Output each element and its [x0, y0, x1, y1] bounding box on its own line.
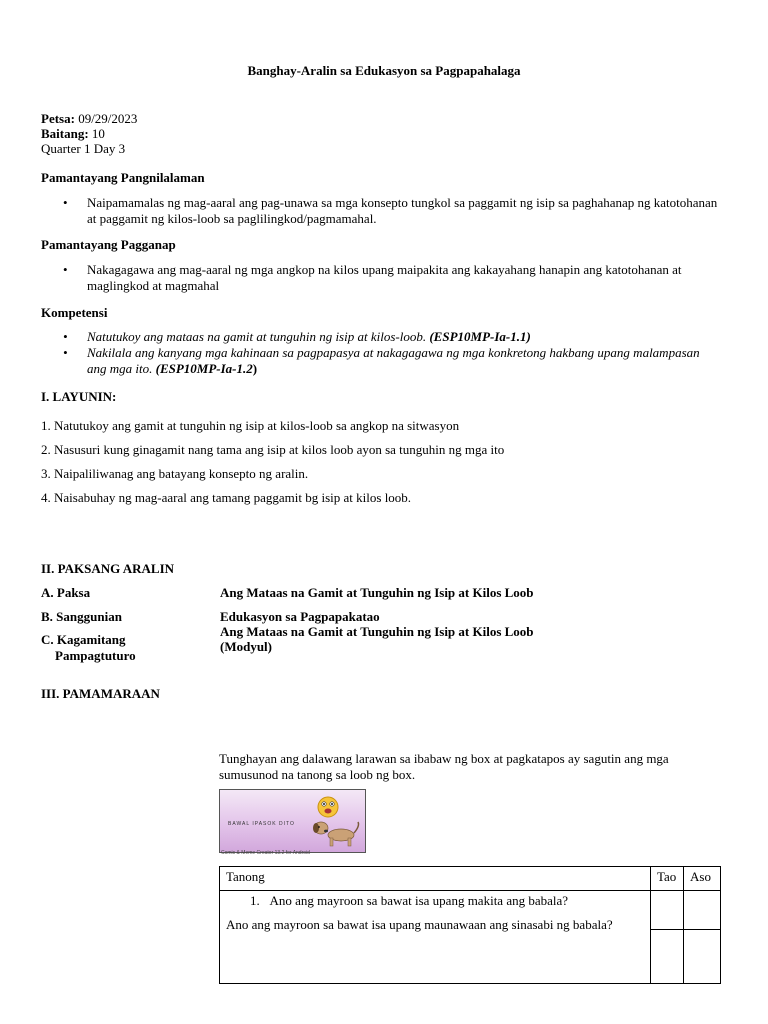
aso-answer-cell[interactable]	[684, 891, 721, 930]
petsa-value: 09/29/2023	[78, 111, 138, 126]
header-aso: Aso	[684, 867, 721, 891]
petsa-line: Petsa: 09/29/2023	[41, 111, 138, 126]
sanggunian-label: B. Sanggunian	[41, 609, 122, 624]
baitang-value: 10	[91, 126, 105, 141]
paksa-label: A. Paksa	[41, 585, 91, 600]
kagamitan-label-2: Pampagtuturo	[55, 648, 136, 663]
tao-answer-cell[interactable]	[651, 891, 684, 930]
tao-answer-cell[interactable]	[651, 930, 684, 984]
quarter-line: Quarter 1 Day 3	[41, 141, 126, 156]
objective-item: 4. Naisabuhay ng mag-aaral ang tamang paggamit bg isip at kilos loob.	[41, 490, 412, 505]
list-item: • Naipamamalas ng mag-aaral ang pag-unawa sa mga konsepto tungkol sa paggamit ng isip sa paghahanap ng katotohanan at paggamit ng kilos-loob sa paglilingkod/pagmamahal.	[41, 195, 721, 227]
pagganap-heading: Pamantayang Pagganap	[41, 237, 176, 252]
kagamitan-value-2: (Modyul)	[220, 639, 272, 654]
dog-icon	[313, 822, 359, 846]
paksa-value: Ang Mataas na Gamit at Tunguhin ng Isip at Kilos Loob	[220, 585, 534, 600]
question-1: 1. Ano ang mayroon sa bawat isa upang makita ang babala?	[250, 893, 569, 908]
kagamitan-label-1: C. Kagamitang	[41, 632, 126, 647]
emoji-dog-illustration	[220, 790, 365, 852]
face-emoji-icon	[318, 797, 338, 817]
questions-cell	[220, 891, 651, 984]
kompetensi-heading: Kompetensi	[41, 305, 108, 320]
objective-item: 3. Naipaliliwanag ang batayang konsepto ng aralin.	[41, 466, 309, 481]
instruction-text: Tunghayan ang dalawang larawan sa ibabaw ng box at pagkatapos ay sagutin ang mga sumusunod na tanong sa loob ng box.	[219, 751, 669, 782]
pangnilalaman-heading: Pamantayang Pangnilalaman	[41, 170, 205, 185]
pagganap-list	[41, 262, 721, 294]
table-row	[220, 891, 721, 930]
objective-item: 1. Natutukoy ang gamit at tunguhin ng isip at kilos-loob sa angkop na sitwasyon	[41, 418, 460, 433]
kompetensi-list	[41, 329, 721, 377]
image-caption: Comic & Meme Creator 13.2 for Android	[221, 850, 310, 856]
header-tao: Tao	[651, 867, 684, 891]
list-item: • Nakilala ang kanyang mga kahinaan sa pagpapasya at nakagagawa ng mga konkretong hakbang upang malampasan ang mga ito. (ESP10MP-Ia-1.2)	[41, 345, 721, 377]
baitang-line: Baitang: 10	[41, 126, 105, 141]
document-title: Banghay-Aralin sa Edukasyon sa Pagpapahalaga	[247, 63, 521, 78]
objective-item: 2. Nasusuri kung ginagamit nang tama ang isip at kilos loob ayon sa tunguhin ng mga ito	[41, 442, 505, 457]
list-item: • Natutukoy ang mataas na gamit at tunguhin ng isip at kilos-loob. (ESP10MP-Ia-1.1)	[41, 329, 721, 345]
layunin-heading: I. LAYUNIN:	[41, 389, 117, 404]
sign-text: BAWAL IPASOK DITO	[228, 821, 295, 827]
kagamitan-value-1: Ang Mataas na Gamit at Tunguhin ng Isip at Kilos Loob	[220, 624, 534, 639]
sanggunian-value: Edukasyon sa Pagpapakatao	[220, 609, 380, 624]
question-table	[219, 866, 721, 984]
aso-answer-cell[interactable]	[684, 930, 721, 984]
competency-code: (ESP10MP-Ia-1.2	[155, 361, 253, 376]
competency-code: (ESP10MP-Ia-1.1)	[429, 329, 531, 344]
paksang-aralin-heading: II. PAKSANG ARALIN	[41, 561, 175, 576]
pangnilalaman-list	[41, 195, 721, 227]
warning-sign-image	[219, 789, 366, 853]
lesson-meta	[41, 111, 137, 156]
list-item: • Nakagagawa ang mag-aaral ng mga angkop na kilos upang maipakita ang kakayahang hanapin ang katotohanan at maglingkod at magmahal	[41, 262, 721, 294]
table-header-row	[220, 867, 721, 891]
question-2: Ano ang mayroon sa bawat isa upang maunawaan ang sinasabi ng babala?	[226, 917, 613, 932]
header-tanong: Tanong	[220, 867, 651, 891]
pamamaraan-heading: III. PAMAMARAAN	[41, 686, 160, 701]
